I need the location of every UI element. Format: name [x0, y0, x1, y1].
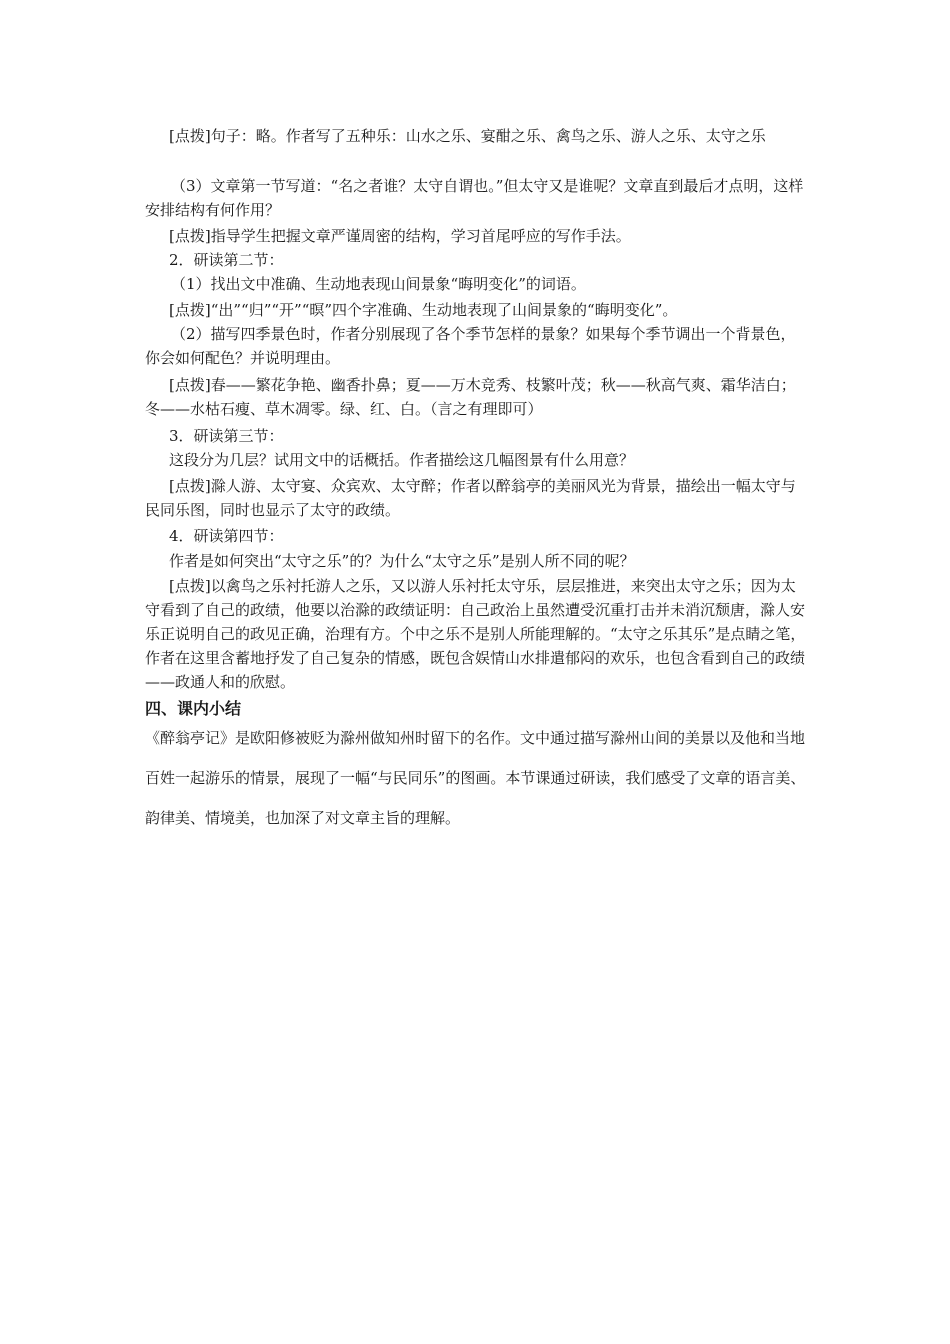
paragraph-question-1: （1）找出文中准确、生动地表现山间景象“晦明变化”的词语。 [171, 275, 586, 293]
paragraph-hint-words: [点拨]“出”“归”“开”“暝”四个字准确、生动地表现了山间景象的“晦明变化”。 [169, 301, 678, 319]
paragraph-section-2-title: 2．研读第二节： [169, 251, 284, 269]
summary-paragraph: 《醉翁亭记》是欧阳修被贬为滁州做知州时留下的名作。文中通过描写滁州山间的美景以及他和当地百姓一起游乐的情景，展现了一幅“与民同乐”的图画。本节课通过研读，我们感受了文章的语言美、韵律美、情境美，也加深了对文章主旨的理解。 [145, 729, 806, 827]
paragraph-hint-five-joys: [点拨]句子：略。作者写了五种乐：山水之乐、宴酣之乐、禽鸟之乐、游人之乐、太守之乐 [169, 127, 766, 145]
paragraph-question-3: （3）文章第一节写道：“名之者谁？太守自谓也。”但太守又是谁呢？文章直到最后才点明，这样安排结构有何作用？ [145, 177, 804, 219]
paragraph-section-4-question: 作者是如何突出“太守之乐”的？为什么“太守之乐”是别人所不同的呢？ [169, 552, 635, 570]
paragraph-hint-seasons: [点拨]春——繁花争艳、幽香扑鼻；夏——万木竞秀、枝繁叶茂；秋——秋高气爽、霜华洁白；冬——水枯石瘦、草木凋零。绿、红、白。（言之有理即可） [145, 376, 796, 418]
section-heading-summary: 四、课内小结 [145, 699, 242, 718]
paragraph-question-2: （2）描写四季景色时，作者分别展现了各个季节怎样的景象？如果每个季节调出一个背景色，你会如何配色？并说明理由。 [145, 325, 796, 367]
paragraph-section-3-title: 3．研读第三节： [169, 427, 284, 445]
paragraph-section-4-title: 4．研读第四节： [169, 527, 284, 545]
paragraph-hint-structure: [点拨]指导学生把握文章严谨周密的结构，学习首尾呼应的写作手法。 [169, 227, 631, 245]
paragraph-section-3-question: 这段分为几层？试用文中的话概括。作者描绘这几幅图景有什么用意？ [169, 451, 635, 469]
paragraph-hint-layers: [点拨]滁人游、太守宴、众宾欢、太守醉；作者以醉翁亭的美丽风光为背景，描绘出一幅太守与民同乐图，同时也显示了太守的政绩。 [145, 477, 796, 519]
paragraph-hint-taishou-joy: [点拨]以禽鸟之乐衬托游人之乐，又以游人乐衬托太守乐，层层推进，来突出太守之乐；因为太守看到了自己的政绩，他要以治滁的政绩证明：自己政治上虽然遭受沉重打击并未消沉颓唐，滁人安乐正说明自己的政见正确，治理有方。个中之乐不是别人所能理解的。“太守之乐其乐”是点睛之笔，作者在这里含蓄地抒发了自己复杂的情感，既包含娱情山水排遣郁闷的欢乐，也包含看到自己的政绩——政通人和的欣慰。 [145, 577, 806, 691]
